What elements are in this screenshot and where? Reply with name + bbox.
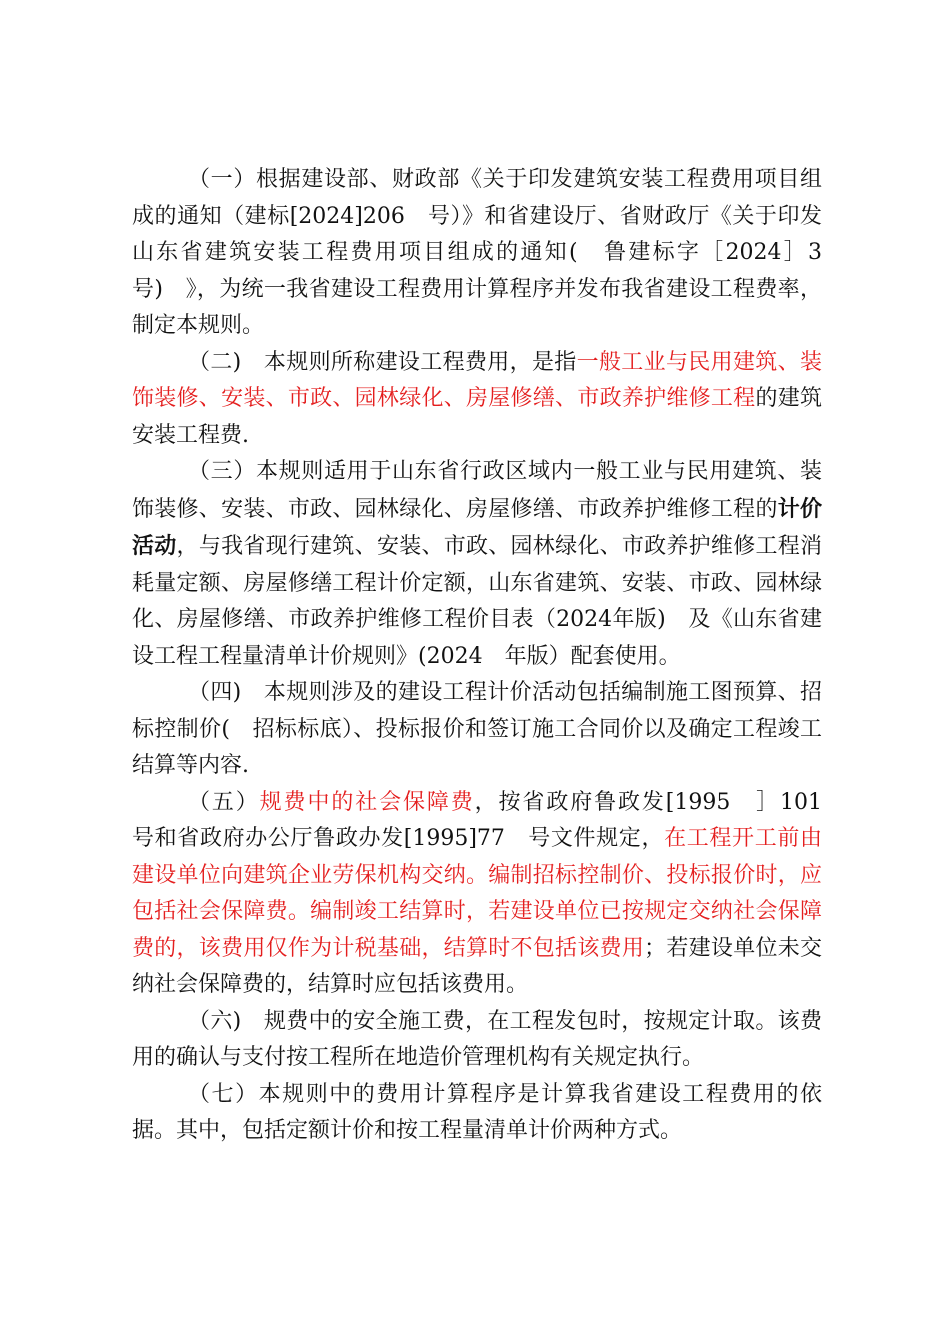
paragraph-3-end: ，与我省现行建筑、安装、市政、园林绿化、市政养护维修工程消耗量定额、房屋修缮工程计价定额，山东省建筑、安装、市政、园林绿化、房屋修缮、市政养护维修工程价目表（2024年版) 及《山东省建设工程工程量清单计价规则》(2024 年版）配套使用。 xyxy=(132,534,822,669)
paragraph-5-middle: ，按省政府鲁政发[1995 ］101 号和省政府办公厅鲁政办发[1995]77 号文件规定， xyxy=(132,789,844,851)
paragraph-1-text: （一）根据建设部、财政部《关于印发建筑安装工程费用项目组成的通知（建标[2024]206 号）》和省建设厅、省财政厅《关于印发山东省建筑安装工程费用项目组成的通知( 鲁建标字［2024］3 号) 》，为统一我省建设工程费用计算程序并发布我省建设工程费率，制定本规则。 xyxy=(132,167,845,338)
paragraph-2 xyxy=(132,345,822,455)
paragraph-3 xyxy=(132,454,822,675)
paragraph-5-end: ；若建设单位未交纳社会保障费的，结算时应包括该费用。 xyxy=(132,935,822,997)
paragraph-2-highlight: 一般工业与民用建筑、装饰装修、安装、市政、园林绿化、房屋修缮、市政养护维修工程 xyxy=(132,349,822,411)
paragraph-5-highlight-2: 在工程开工前由建设单位向建筑企业劳保机构交纳。编制招标控制价、投标报价时，应包括社会保障费。编制竣工结算时，若建设单位已按规定交纳社会保障费的，该费用仅作为计税基础，结算时不包括该费用 xyxy=(132,826,822,961)
paragraph-1 xyxy=(132,162,845,345)
paragraph-4-text: （四) 本规则涉及的建设工程计价活动包括编制施工图预算、招标控制价( 招标标底）、投标报价和签订施工合同价以及确定工程竣工结算等内容. xyxy=(132,680,822,778)
paragraph-3-bold: 计价活动 xyxy=(132,495,822,559)
paragraph-7-text: （七）本规则中的费用计算程序是计算我省建设工程费用的依据。其中，包括定额计价和按工程量清单计价两种方式。 xyxy=(132,1081,822,1143)
paragraph-2-intro: （二) 本规则所称建设工程费用，是指 xyxy=(188,349,577,375)
paragraph-7 xyxy=(132,1077,822,1150)
paragraph-4 xyxy=(132,675,822,785)
paragraph-5-label: （五） xyxy=(188,789,260,815)
paragraph-3-intro: （三）本规则适用于山东省行政区域内一般工业与民用建筑、装饰装修、安装、市政、园林绿化、房屋修缮、市政养护维修工程的 xyxy=(132,459,822,522)
paragraph-6-text: （六) 规费中的安全施工费，在工程发包时，按规定计取。该费用的确认与支付按工程所在地造价管理机构有关规定执行。 xyxy=(132,1008,822,1070)
paragraph-5 xyxy=(132,785,844,1004)
document-body xyxy=(132,162,845,1150)
paragraph-5-highlight-1: 规费中的社会保障费 xyxy=(259,789,475,815)
paragraph-2-end: 的建筑安装工程费. xyxy=(132,386,822,448)
paragraph-6 xyxy=(132,1004,822,1077)
